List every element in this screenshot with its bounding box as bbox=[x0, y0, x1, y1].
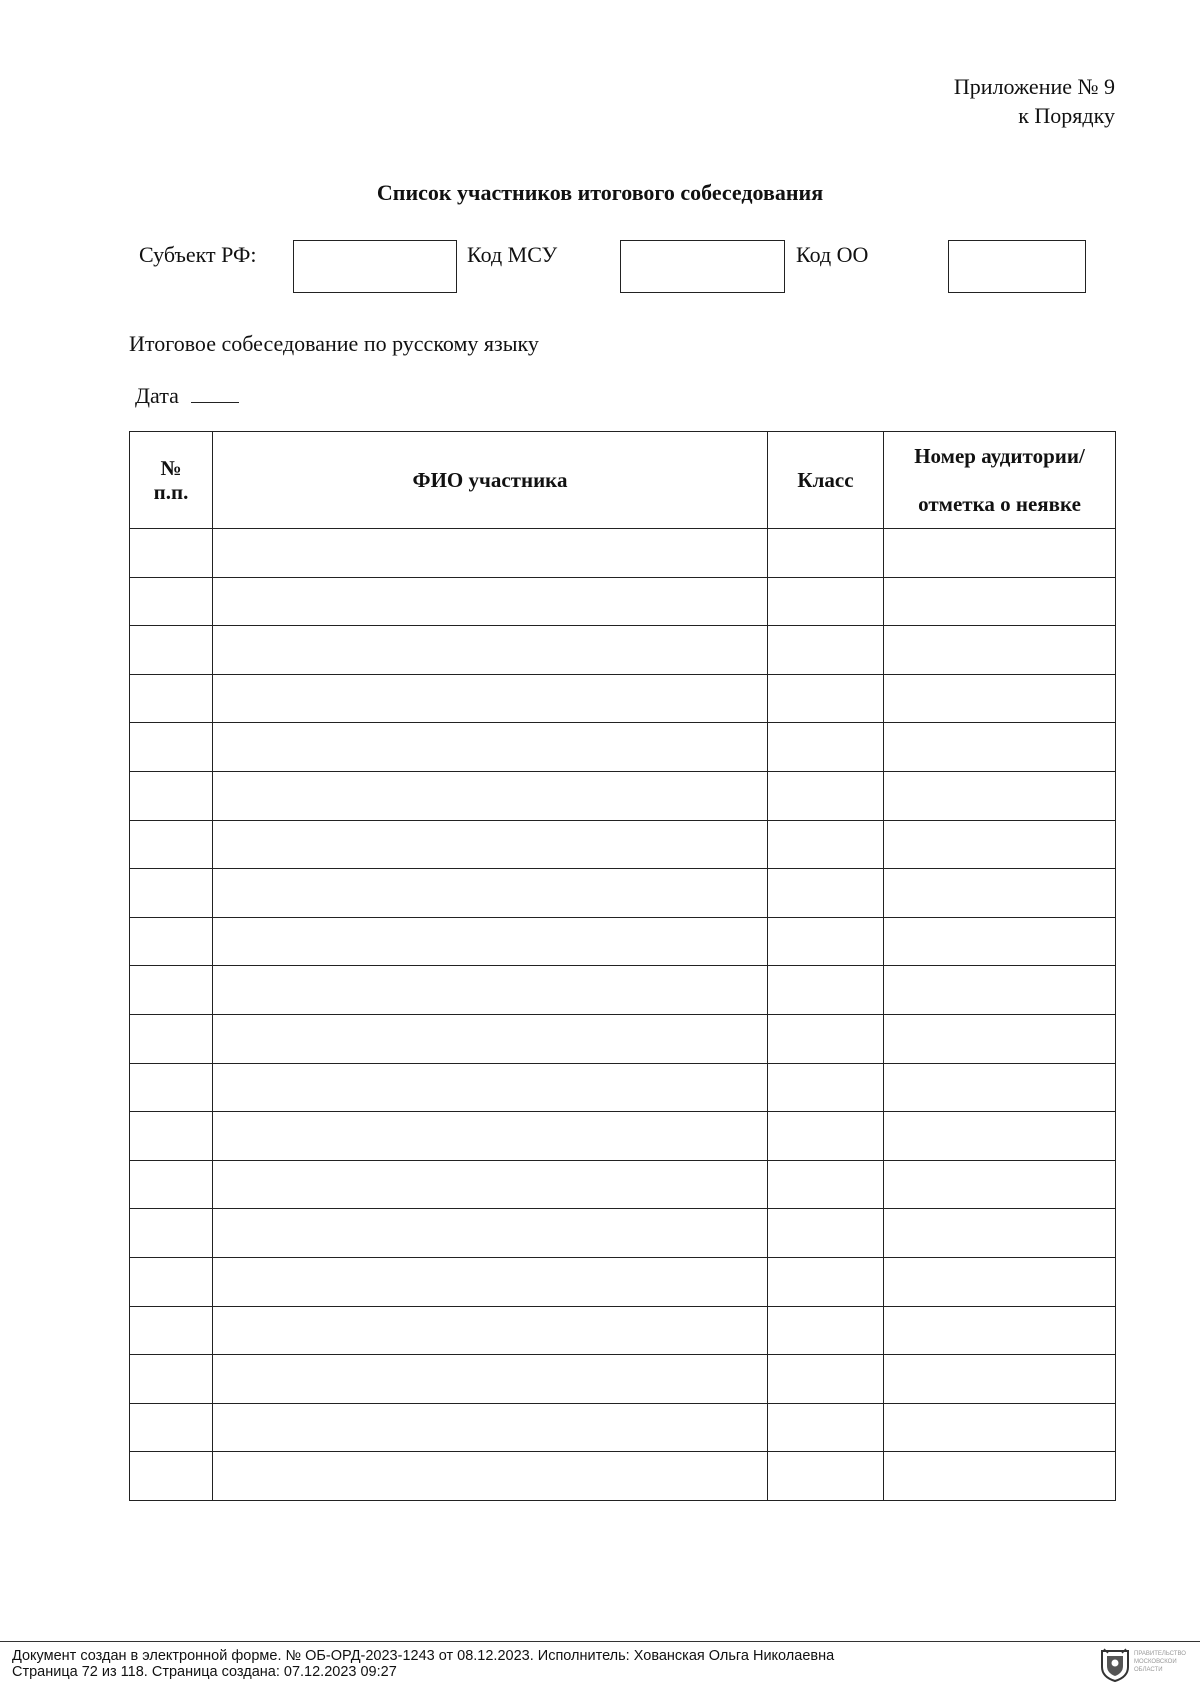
appendix-number: Приложение № 9 bbox=[953, 74, 1115, 99]
cell-full-name[interactable] bbox=[213, 1014, 768, 1063]
table-row bbox=[130, 577, 1116, 626]
cell-number[interactable] bbox=[130, 1257, 213, 1306]
cell-class[interactable] bbox=[768, 1257, 884, 1306]
cell-full-name[interactable] bbox=[213, 1403, 768, 1452]
codes-row bbox=[0, 240, 1200, 296]
table-row bbox=[130, 1257, 1116, 1306]
header-absence-mark: отметка о неявке bbox=[918, 492, 1081, 516]
header-room bbox=[884, 432, 1116, 529]
cell-room[interactable] bbox=[884, 917, 1116, 966]
table-row bbox=[130, 529, 1116, 578]
cell-room[interactable] bbox=[884, 1014, 1116, 1063]
cell-full-name[interactable] bbox=[213, 1257, 768, 1306]
cell-number[interactable] bbox=[130, 1112, 213, 1161]
cell-full-name[interactable] bbox=[213, 674, 768, 723]
cell-class[interactable] bbox=[768, 674, 884, 723]
table-row bbox=[130, 1014, 1116, 1063]
cell-room[interactable] bbox=[884, 1355, 1116, 1404]
header-class: Класс bbox=[768, 432, 884, 529]
cell-room[interactable] bbox=[884, 1209, 1116, 1258]
cell-full-name[interactable] bbox=[213, 1112, 768, 1161]
cell-number[interactable] bbox=[130, 1160, 213, 1209]
table-row bbox=[130, 820, 1116, 869]
cell-class[interactable] bbox=[768, 1355, 884, 1404]
header-number-sign: № bbox=[160, 456, 182, 480]
cell-number[interactable] bbox=[130, 1209, 213, 1258]
cell-room[interactable] bbox=[884, 529, 1116, 578]
document-title: Список участников итогового собеседования bbox=[376, 180, 824, 205]
cell-class[interactable] bbox=[768, 1014, 884, 1063]
table-row bbox=[130, 1452, 1116, 1501]
cell-class[interactable] bbox=[768, 723, 884, 772]
cell-class[interactable] bbox=[768, 529, 884, 578]
cell-room[interactable] bbox=[884, 966, 1116, 1015]
cell-room[interactable] bbox=[884, 1306, 1116, 1355]
table-row bbox=[130, 1355, 1116, 1404]
table-row bbox=[130, 723, 1116, 772]
table-row bbox=[130, 771, 1116, 820]
cell-number[interactable] bbox=[130, 917, 213, 966]
header-room-number: Номер аудитории/ bbox=[914, 444, 1085, 468]
cell-class[interactable] bbox=[768, 1112, 884, 1161]
cell-class[interactable] bbox=[768, 1160, 884, 1209]
cell-class[interactable] bbox=[768, 626, 884, 675]
date-label: Дата bbox=[135, 383, 179, 408]
cell-class[interactable] bbox=[768, 1403, 884, 1452]
cell-full-name[interactable] bbox=[213, 1355, 768, 1404]
cell-full-name[interactable] bbox=[213, 771, 768, 820]
cell-room[interactable] bbox=[884, 1063, 1116, 1112]
table-body bbox=[130, 529, 1116, 1501]
table-row bbox=[130, 1112, 1116, 1161]
cell-full-name[interactable] bbox=[213, 869, 768, 918]
cell-class[interactable] bbox=[768, 820, 884, 869]
cell-full-name[interactable] bbox=[213, 529, 768, 578]
cell-full-name[interactable] bbox=[213, 820, 768, 869]
cell-room[interactable] bbox=[884, 1403, 1116, 1452]
table-row bbox=[130, 1160, 1116, 1209]
cell-number[interactable] bbox=[130, 1063, 213, 1112]
cell-number[interactable] bbox=[130, 577, 213, 626]
cell-number[interactable] bbox=[130, 820, 213, 869]
cell-class[interactable] bbox=[768, 917, 884, 966]
table-header-row bbox=[130, 432, 1116, 529]
footer-divider bbox=[0, 1641, 1200, 1642]
cell-room[interactable] bbox=[884, 771, 1116, 820]
cell-number[interactable] bbox=[130, 1355, 213, 1404]
table-row bbox=[130, 1403, 1116, 1452]
cell-number[interactable] bbox=[130, 1014, 213, 1063]
appendix-procedure: к Порядку bbox=[1018, 103, 1115, 128]
cell-room[interactable] bbox=[884, 1452, 1116, 1501]
participants-table bbox=[129, 431, 1116, 1501]
cell-class[interactable] bbox=[768, 1209, 884, 1258]
cell-room[interactable] bbox=[884, 1112, 1116, 1161]
cell-number[interactable] bbox=[130, 529, 213, 578]
cell-class[interactable] bbox=[768, 577, 884, 626]
cell-room[interactable] bbox=[884, 577, 1116, 626]
subject-rf-label: Субъект РФ: bbox=[139, 242, 257, 267]
cell-full-name[interactable] bbox=[213, 626, 768, 675]
subject-rf-field[interactable] bbox=[293, 240, 457, 293]
cell-number[interactable] bbox=[130, 966, 213, 1015]
appendix-reference bbox=[954, 72, 1115, 130]
cell-room[interactable] bbox=[884, 820, 1116, 869]
cell-room[interactable] bbox=[884, 1160, 1116, 1209]
stamp-line-1: ПРАВИТЕЛЬСТВО bbox=[1134, 1651, 1186, 1657]
table-row bbox=[130, 1306, 1116, 1355]
oo-code-label: Код ОО bbox=[796, 242, 869, 267]
cell-number[interactable] bbox=[130, 1403, 213, 1452]
table-row bbox=[130, 626, 1116, 675]
cell-class[interactable] bbox=[768, 771, 884, 820]
cell-class[interactable] bbox=[768, 869, 884, 918]
coat-of-arms-icon bbox=[1098, 1647, 1132, 1683]
header-number bbox=[130, 432, 213, 529]
footer-page-info: Страница 72 из 118. Страница создана: 07.12.2023 09:27 bbox=[12, 1664, 397, 1680]
oo-code-field[interactable] bbox=[948, 240, 1086, 293]
cell-full-name[interactable] bbox=[213, 1306, 768, 1355]
cell-room[interactable] bbox=[884, 869, 1116, 918]
footer-document-info: Документ создан в электронной форме. № ОБ-ОРД-2023-1243 от 08.12.2023. Исполнитель: Хованская Ольга Николаевна bbox=[12, 1648, 835, 1664]
cell-room[interactable] bbox=[884, 626, 1116, 675]
cell-full-name[interactable] bbox=[213, 1063, 768, 1112]
cell-number[interactable] bbox=[130, 1306, 213, 1355]
table-row bbox=[130, 869, 1116, 918]
msu-code-label: Код МСУ bbox=[467, 242, 558, 267]
cell-full-name[interactable] bbox=[213, 966, 768, 1015]
table-row bbox=[130, 1209, 1116, 1258]
cell-class[interactable] bbox=[768, 966, 884, 1015]
cell-room[interactable] bbox=[884, 674, 1116, 723]
stamp-line-2: МОСКОВСКОЙ bbox=[1134, 1659, 1177, 1665]
header-full-name: ФИО участника bbox=[213, 432, 768, 529]
date-row bbox=[135, 382, 239, 409]
cell-class[interactable] bbox=[768, 1452, 884, 1501]
cell-full-name[interactable] bbox=[213, 1160, 768, 1209]
table-row bbox=[130, 674, 1116, 723]
header-number-abbr: п.п. bbox=[153, 480, 189, 504]
cell-room[interactable] bbox=[884, 723, 1116, 772]
table-row bbox=[130, 1063, 1116, 1112]
cell-number[interactable] bbox=[130, 626, 213, 675]
cell-full-name[interactable] bbox=[213, 917, 768, 966]
cell-number[interactable] bbox=[130, 723, 213, 772]
cell-number[interactable] bbox=[130, 674, 213, 723]
government-stamp bbox=[1134, 1650, 1192, 1674]
msu-code-field[interactable] bbox=[620, 240, 785, 293]
table-row bbox=[130, 966, 1116, 1015]
cell-full-name[interactable] bbox=[213, 723, 768, 772]
cell-room[interactable] bbox=[884, 1257, 1116, 1306]
cell-number[interactable] bbox=[130, 1452, 213, 1501]
cell-class[interactable] bbox=[768, 1306, 884, 1355]
cell-full-name[interactable] bbox=[213, 1209, 768, 1258]
cell-class[interactable] bbox=[768, 1063, 884, 1112]
cell-number[interactable] bbox=[130, 869, 213, 918]
cell-full-name[interactable] bbox=[213, 1452, 768, 1501]
cell-full-name[interactable] bbox=[213, 577, 768, 626]
footer bbox=[12, 1648, 834, 1680]
table-row bbox=[130, 917, 1116, 966]
cell-number[interactable] bbox=[130, 771, 213, 820]
date-field[interactable] bbox=[191, 382, 239, 403]
stamp-line-3: ОБЛАСТИ bbox=[1134, 1667, 1163, 1673]
exam-subject: Итоговое собеседование по русскому языку bbox=[129, 331, 539, 356]
